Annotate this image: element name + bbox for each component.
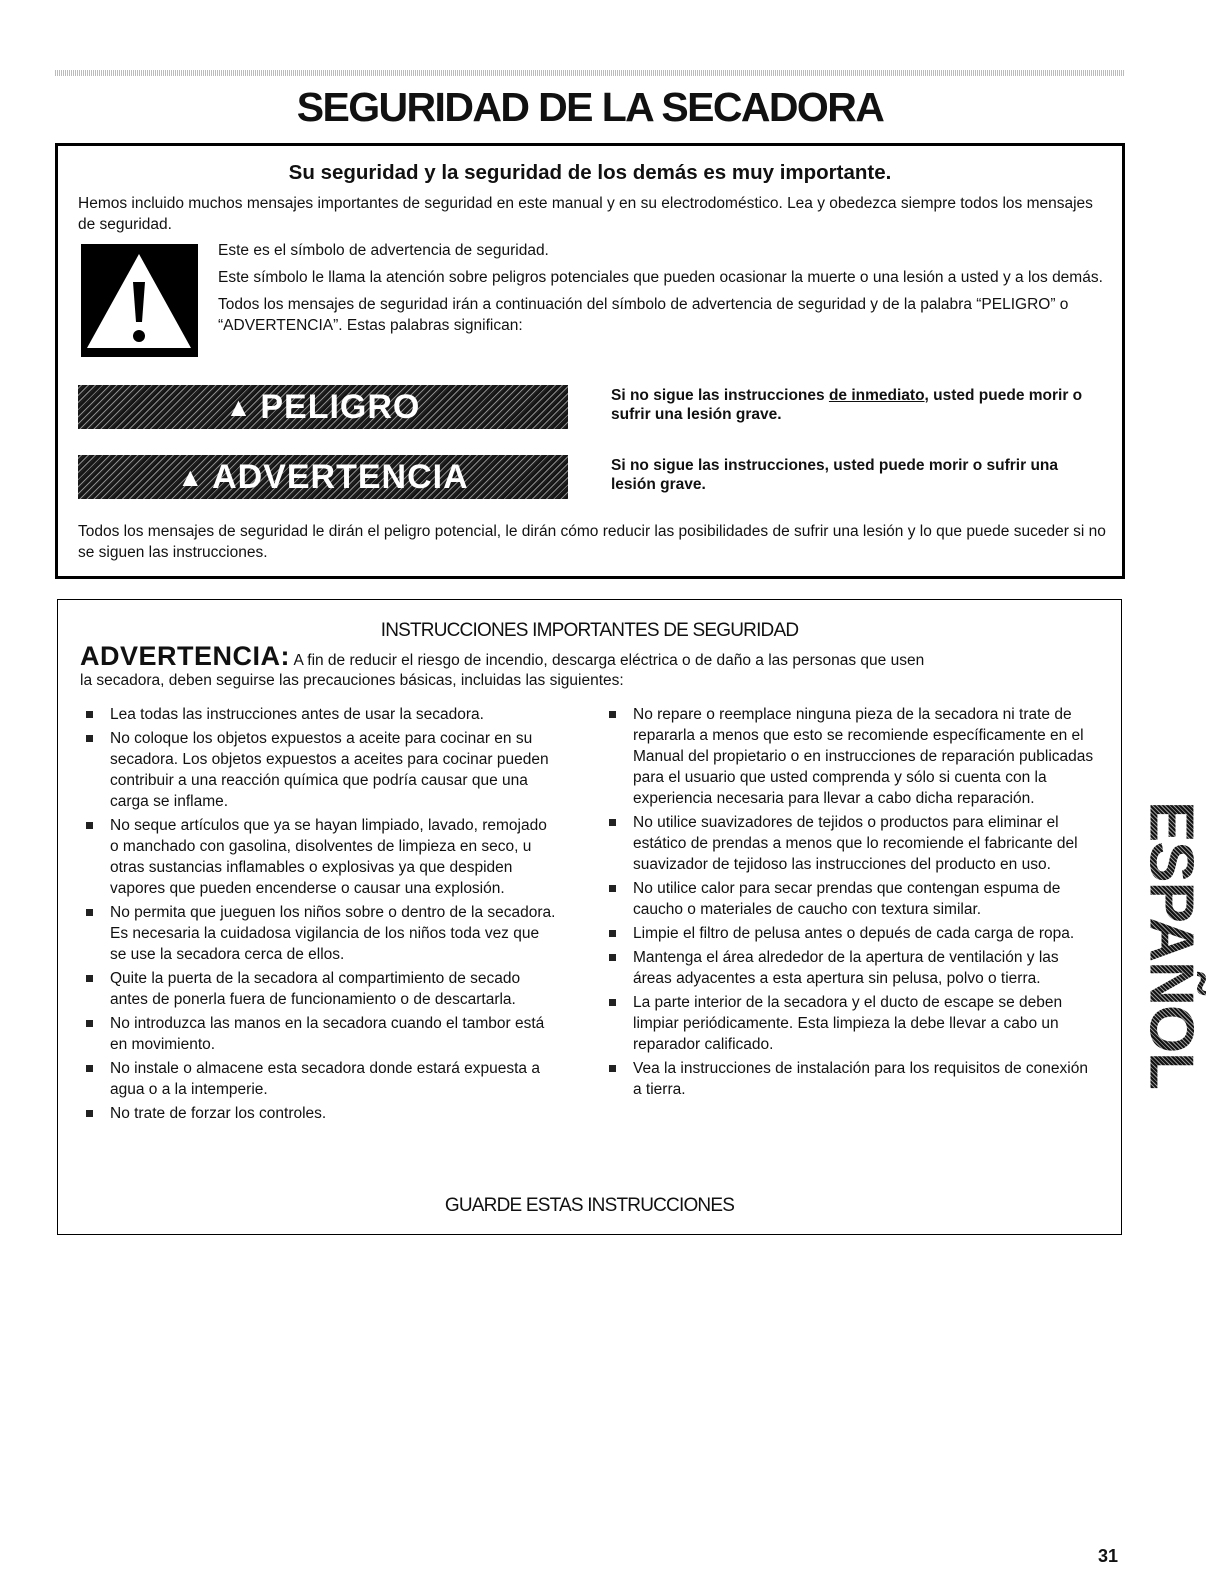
symbol-line-2: Este símbolo le llama la atención sobre peligros potenciales que pueden ocasionar la muerte o una lesión a usted y a los demás. [218, 269, 1103, 286]
list-item: Mantenga el área alrededor de la apertura de ventilación y las áreas adyacentes a esta apertura sin pelusa, polvo o tierra. [609, 947, 1094, 989]
list-item: Limpie el filtro de pelusa antes o depués de cada carga de ropa. [609, 923, 1094, 944]
list-item: No introduzca las manos en la secadora cuando el tambor está en movimiento. [86, 1013, 556, 1055]
page-title: SEGURIDAD DE LA SECADORA [296, 84, 884, 130]
symbol-line-3: Todos los mensajes de seguridad irán a continuación del símbolo de advertencia de seguridad y de la palabra “PELIGRO” o “ADVERTENCIA”. Estas palabras significan: [218, 296, 1069, 334]
safety-heading: Su seguridad y la seguridad de los demás es muy importante. [288, 161, 892, 184]
danger-label: PELIGRO [260, 387, 421, 426]
safety-outro: Todos los mensajes de seguridad le dirán el peligro potencial, le dirán cómo reducir las posibilidades de sufrir una lesión y lo que puede suceder si no se siguen las instrucciones. [78, 523, 1106, 561]
warning-word: ADVERTENCIA: [80, 641, 291, 671]
symbol-line-1: Este es el símbolo de advertencia de seguridad. [218, 242, 549, 259]
top-rule [55, 70, 1125, 76]
instructions-heading: INSTRUCCIONES IMPORTANTES DE SEGURIDAD [380, 620, 799, 641]
warning-description: Si no sigue las instrucciones, usted puede morir o sufrir una lesión grave. [611, 457, 1059, 493]
safety-alert-icon [81, 244, 198, 357]
list-item: No trate de forzar los controles. [86, 1103, 556, 1124]
warning-label: ADVERTENCIA [212, 457, 469, 496]
danger-label-bar [78, 385, 568, 429]
alert-triangle-icon: ▲ [177, 461, 205, 492]
symbol-explanation [218, 240, 1118, 342]
language-label: ESPAÑOL [1136, 800, 1206, 1089]
alert-triangle-icon: ▲ [225, 391, 253, 422]
immediately-emphasis: de inmediato [828, 387, 925, 404]
safety-intro: Hemos incluido muchos mensajes importantes de seguridad en este manual y en su electrodoméstico. Lea y obedezca siempre todos los mensajes de seguridad. [78, 195, 1093, 233]
list-item: Lea todas las instrucciones antes de usar la secadora. [86, 704, 556, 725]
list-item: La parte interior de la secadora y el ducto de escape se deben limpiar periódicamente. Esta limpieza la debe llevar a cabo un reparador calificado. [609, 992, 1094, 1055]
list-item: No permita que jueguen los niños sobre o dentro de la secadora. Es necesaria la cuidadosa vigilancia de los niños toda vez que se use la secadora cerca de ellos. [86, 902, 556, 965]
save-instructions-footer: GUARDE ESTAS INSTRUCCIONES [444, 1195, 735, 1216]
instructions-list-right [609, 704, 1094, 1103]
safety-notice-box [55, 143, 1125, 579]
list-item: No instale o almacene esta secadora donde estará expuesta a agua o a la intemperie. [86, 1058, 556, 1100]
page-number: 31 [1098, 1546, 1119, 1566]
list-item: No coloque los objetos expuestos a aceite para cocinar en su secadora. Los objetos expuestos a aceites para cocinar pueden contribuir a una reacción química que podría causar que una carga se inflame. [86, 728, 556, 812]
list-item: Vea la instrucciones de instalación para los requisitos de conexión a tierra. [609, 1058, 1094, 1100]
list-item: No utilice suavizadores de tejidos o productos para eliminar el estático de prendas a menos que lo recomiende el fabricante del suavizador de tejidoso las instrucciones del producto en uso. [609, 812, 1094, 875]
list-item: Quite la puerta de la secadora al compartimiento de secado antes de ponerla fuera de funcionamiento o de descartarla. [86, 968, 556, 1010]
instructions-list-left [86, 704, 556, 1127]
danger-description: Si no sigue las instrucciones de inmediato, usted puede morir o sufrir una lesión grave. [611, 387, 1083, 423]
language-side-tab [1136, 800, 1206, 1089]
list-item: No utilice calor para secar prendas que contengan espuma de caucho o materiales de caucho con textura similar. [609, 878, 1094, 920]
list-item: No seque artículos que ya se hayan limpiado, lavado, remojado o manchado con gasolina, disolventes de limpieza en seco, u otras sustancias inflamables o explosivas ya que despiden vapores que pueden encenderse o causar una explosión. [86, 815, 556, 899]
list-item: No repare o reemplace ninguna pieza de la secadora ni trate de repararla a menos que esto se recomiende específicamente en el Manual del propietario o en instrucciones de reparación publicadas para el usuario que usted comprenda y sólo si cuenta con la experiencia necesaria para llevar a cabo dicha reparación. [609, 704, 1094, 809]
warning-label-bar [78, 455, 568, 499]
instructions-box [57, 599, 1122, 1235]
instructions-warning: ADVERTENCIA: A fin de reducir el riesgo de incendio, descarga eléctrica o de daño a las personas que usen la secadora, deben seguirse las precauciones básicas, incluidas las siguientes: [80, 641, 925, 689]
